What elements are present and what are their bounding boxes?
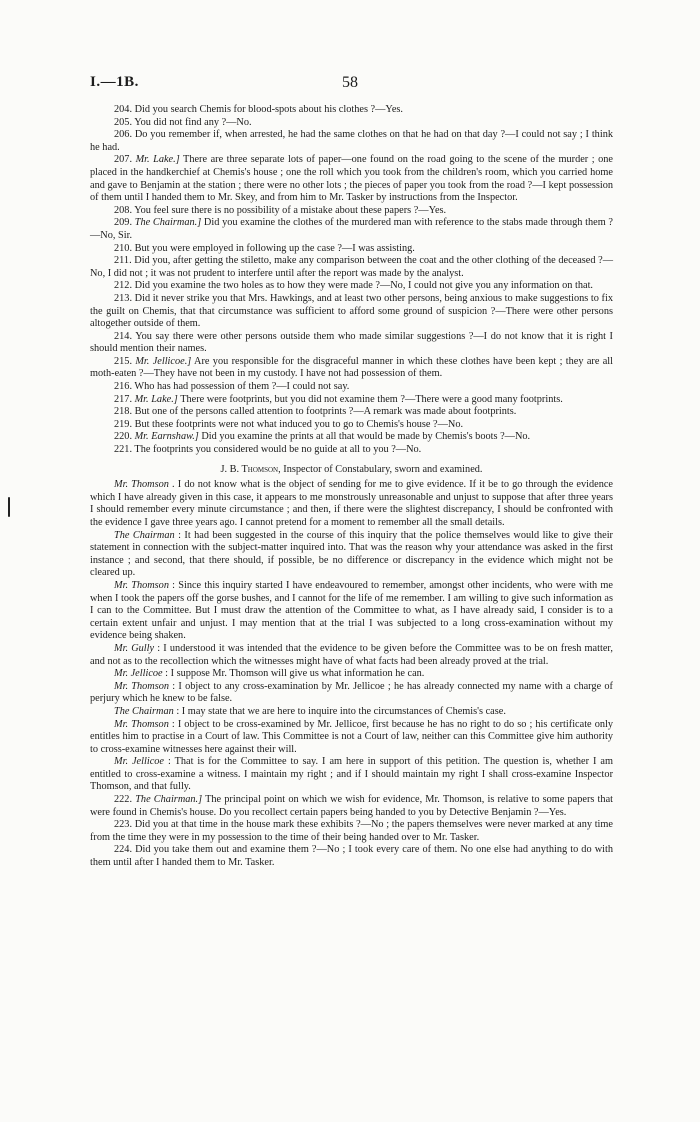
page-number: 58	[342, 74, 358, 91]
statement: Mr. Gully : I understood it was intended that the evidence to be given before the Committee was to be on fresh matter, and not as to the recollection which the witnesses might have of what facts had been already proved at the trial.	[90, 642, 613, 667]
statement: Mr. Thomson : I object to any cross-examination by Mr. Jellicoe ; he has already connected my name with a charge of perjury which he knew to be false.	[90, 680, 613, 705]
speaker: Mr. Lake.]	[135, 154, 180, 166]
speaker: Mr. Thomson	[114, 479, 169, 491]
speaker: Mr. Thomson	[114, 718, 169, 730]
document-body	[90, 104, 613, 870]
speaker: Mr. Thomson	[114, 680, 170, 692]
statement: Mr. Jellicoe : That is for the Committee to say. I am here in support of this petition. The question is, whether I am entitled to cross-examine a witness. I maintain my right ; and if I should maintain my right I shall cross-examine Inspector Thomson, and that fully.	[90, 756, 613, 793]
margin-mark	[8, 497, 10, 517]
speaker: Mr. Jellicoe.]	[135, 355, 192, 367]
page-header	[90, 74, 610, 94]
speaker: The Chairman.]	[135, 794, 203, 806]
question-224: 224. Did you take them out and examine them ?—No ; I took every care of them. No one else had anything to do with them until after I handed them to Mr. Tasker.	[90, 844, 613, 869]
statement: Mr. Thomson . I do not know what is the object of sending for me to give evidence. If it be to go through the evidence which I have already given in this case, it appears to me monstrously unreasonable and unjust to suppose that after three years I should remember every minute circumstance ; and then, if there were the slightest discrepancy, I should be confronted with the evidence I gave three years ago. I cannot pretend for a moment to remember all the small details.	[90, 479, 614, 528]
question-220: 220. Mr. Earnshaw.] Did you examine the prints at all that would be made by Chemis's boots ?—No.	[114, 431, 531, 443]
statement: Mr. Thomson : I object to be cross-examined by Mr. Jellicoe, first because he has no right to do so ; his certificate only entitles him to practise in a Court of law. This Committee is not a Court of law, neither can this Committee give him authority to cross-examine witnesses here against their will.	[90, 718, 613, 755]
question-222: 222. The Chairman.] The principal point on which we wish for evidence, Mr. Thomson, is relative to some papers that were found in Chemis's house. Do you recollect certain papers being handed to you by Detective Benjamin ?—Yes.	[90, 794, 613, 818]
question-209: 209. The Chairman.] Did you examine the clothes of the murdered man with reference to the stabs made through them ?—No, Sir.	[90, 217, 613, 241]
statement: Mr. Thomson : Since this inquiry started I have endeavoured to remember, amongst other incidents, who were with me when I took the papers off the gorse bushes, and I cannot for the life of me remember. I am willing to give such information as I can to the Committee. But I must draw the attention of the Committee to what, as I have already said, I consider is to a certain extent unfair and unjust. I may mention that at the trial I was subjected to a long cross-examination without my evidence being shaken.	[90, 579, 613, 642]
question-221: 221. The footprints you considered would be no guide at all to you ?—No.	[114, 444, 422, 456]
speaker: The Chairman.]	[134, 217, 202, 229]
question-219: 219. But these footprints were not what induced you to go to Chemis's house ?—No.	[114, 418, 464, 430]
speaker: The Chairman	[114, 705, 174, 717]
speaker: The Chairman	[114, 529, 175, 541]
statement: The Chairman : I may state that we are here to inquire into the circumstances of Chemis's case.	[114, 705, 506, 717]
question-211: 211. Did you, after getting the stiletto, make any comparison between the coat and the other clothing of the deceased ?—No, I did not ; it was not prudent to interfere until after the report was made by the analyst.	[90, 255, 613, 279]
statement: The Chairman : It had been suggested in the course of this inquiry that the police themselves would like to give their statement in connection with the subject-matter inquired into. That was the reason why your attendance was asked in the first instance ; and second, that there should, if possible, be no difference or discrepancy in the evidence which might not be cleared up.	[90, 529, 613, 579]
witness-name: J. B. Thomson	[220, 463, 279, 475]
statement: Mr. Jellicoe : I suppose Mr. Thomson will give us what information he can.	[114, 668, 425, 680]
question-223: 223. Did you at that time in the house mark these exhibits ?—No ; the papers themselves were never marked at any time from the time they were in my possession to the time of their being handed over to Mr. Tasker.	[90, 819, 613, 843]
speaker: Mr. Jellicoe	[114, 668, 163, 680]
question-216: 216. Who has had possession of them ?—I could not say.	[114, 381, 350, 393]
speaker: Mr. Gully	[114, 642, 155, 654]
question-210: 210. But you were employed in following up the case ?—I was assisting.	[114, 242, 415, 254]
speaker: Mr. Earnshaw.]	[134, 431, 199, 443]
question-214: 214. You say there were other persons outside them who made similar suggestions ?—I do not know that it is right I should mention their names.	[90, 330, 613, 355]
witness-heading: J. B. Thomson, Inspector of Constabulary, sworn and examined.	[220, 463, 483, 475]
question-215: 215. Mr. Jellicoe.] Are you responsible for the disgraceful manner in which these clothes have been kept ; they are all moth-eaten ?—They have not been in my custody. I have not had possession of them.	[90, 355, 613, 380]
question-212: 212. Did you examine the two holes as to how they were made ?—No, I could not give you any information on that.	[114, 280, 593, 292]
paper-reference: I.—1B.	[90, 74, 139, 90]
question-218: 218. But one of the persons called attention to footprints ?—A remark was made about footprints.	[114, 406, 517, 418]
question-207: 207. Mr. Lake.] There are three separate lots of paper—one found on the road going to the scene of the murder ; one placed in the handkerchief at Chemis's house ; one the roll which you took from the children's room, which you carried home and gave to Benjamin at the station ; there were no other lots ; the pieces of paper you took from the road ?—I kept possession of them until I handed them to Mr. Skey, and from him to Mr. Tasker by instructions from the Inspector.	[90, 154, 613, 204]
speaker: Mr. Lake.]	[134, 393, 178, 405]
speaker: Mr. Thomson	[114, 579, 169, 591]
speaker: Mr. Jellicoe	[114, 756, 164, 768]
question-204: 204. Did you search Chemis for blood-spots about his clothes ?—Yes.	[114, 104, 403, 115]
question-213: 213. Did it never strike you that Mrs. Hawkings, and at least two other persons, being anxious to make suggestions to fix the guilt on Chemis, that that circumstance was sufficient to afford some ground of suspicion ?—There were other persons altogether outside of them.	[90, 292, 613, 330]
question-205: 205. You did not find any ?—No.	[114, 116, 252, 128]
question-206: 206. Do you remember if, when arrested, he had the same clothes on that he had on that day ?—I could not say ; I think he had.	[90, 129, 613, 153]
question-217: 217. Mr. Lake.] There were footprints, but you did not examine them ?—There were a good many footprints.	[114, 393, 563, 405]
question-208: 208. You feel sure there is no possibility of a mistake about these papers ?—Yes.	[114, 204, 447, 216]
